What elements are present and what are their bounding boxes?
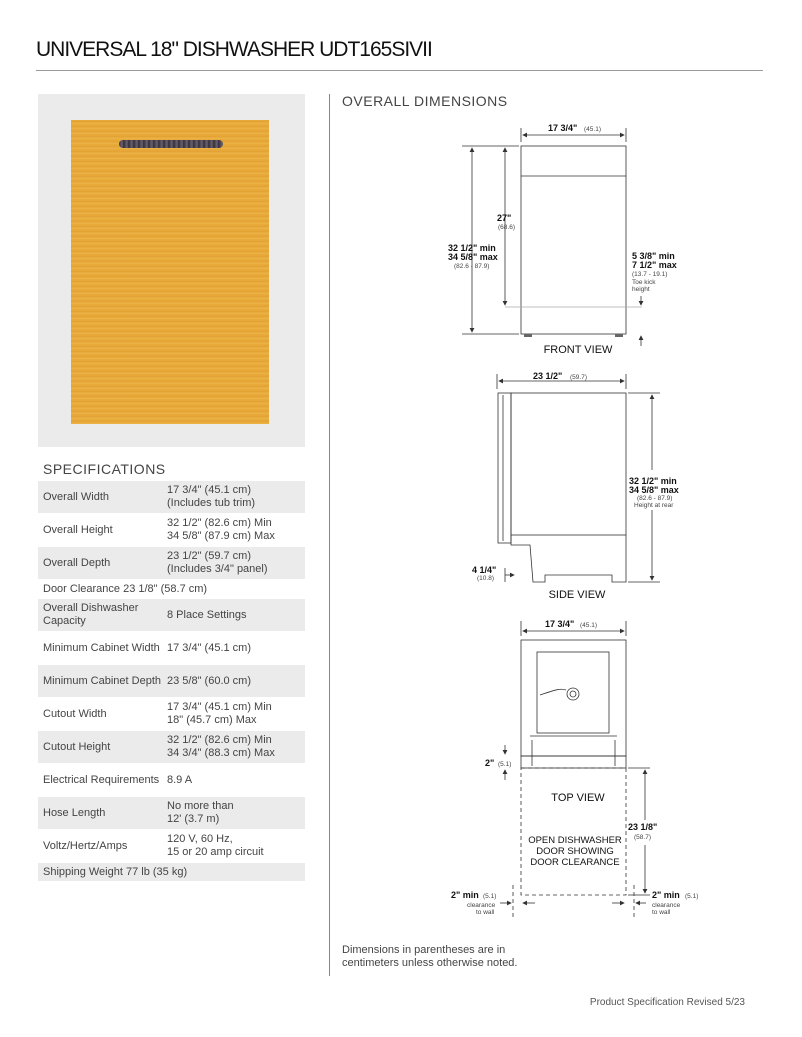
left-min: 2" min xyxy=(451,890,479,900)
front-tmin: 5 3/8" min xyxy=(632,251,675,261)
front-width-cm: (45.1) xyxy=(584,126,601,133)
right-min-cm: (5.1) xyxy=(685,893,699,900)
top-width: 17 3/4" xyxy=(545,619,575,629)
spec-label: Hose Length xyxy=(43,806,106,819)
side-depth-cm: (59.7) xyxy=(570,374,587,381)
front-tmax: 7 1/2" max xyxy=(632,260,677,270)
top-note-2: DOOR SHOWING xyxy=(536,846,614,857)
spec-label: Overall Depth xyxy=(43,556,111,569)
side-hmin: 32 1/2" min xyxy=(629,476,677,486)
spec-value: 17 3/4" (45.1 cm) (Includes tub trim) xyxy=(167,484,256,509)
top-width-cm: (45.1) xyxy=(580,622,597,629)
front-view-label: FRONT VIEW xyxy=(543,344,613,356)
front-width: 17 3/4" xyxy=(548,123,578,133)
footer-revision: Product Specification Revised 5/23 xyxy=(589,997,745,1008)
side-view xyxy=(472,371,679,601)
right-c2: to wall xyxy=(652,909,671,916)
spec-value: 8 Place Settings xyxy=(167,608,247,621)
spec-value: 17 3/4" (45.1 cm) xyxy=(167,641,251,654)
spec-label: Electrical Requirements xyxy=(43,773,160,786)
top-clearance: 23 1/8" xyxy=(628,822,658,832)
spec-label: Overall Dishwasher Capacity xyxy=(43,602,139,627)
spec-full: Shipping Weight 77 lb (35 kg) xyxy=(43,866,188,878)
spec-value: 8.9 A xyxy=(167,773,193,786)
dimensions-heading: OVERALL DIMENSIONS xyxy=(342,93,508,109)
spec-full: Door Clearance 23 1/8" (58.7 cm) xyxy=(43,583,208,595)
front-t2: height xyxy=(632,286,650,293)
spec-label: Cutout Height xyxy=(43,740,111,753)
front-27: 27" xyxy=(497,213,512,223)
left-c1: clearance xyxy=(467,902,496,909)
top-view-label: TOP VIEW xyxy=(551,792,605,804)
specs-heading: SPECIFICATIONS xyxy=(43,461,166,477)
top-clearance-cm: (58.7) xyxy=(634,834,651,841)
side-h-cm: (82.6 - 87.9) xyxy=(637,495,673,502)
side-foot-cm: (10.8) xyxy=(477,575,494,582)
top-door-cm: (5.1) xyxy=(498,761,512,768)
spec-label: Minimum Cabinet Depth xyxy=(43,674,161,687)
spec-label: Minimum Cabinet Width xyxy=(43,641,160,654)
spec-value: 17 3/4" (45.1 cm) Min 18" (45.7 cm) Max xyxy=(167,701,272,726)
side-hmax: 34 5/8" max xyxy=(629,485,679,495)
front-hmin: 32 1/2" min xyxy=(448,243,496,253)
front-h-cm: (82.6 - 87.9) xyxy=(454,263,490,270)
spec-label: Cutout Width xyxy=(43,707,107,720)
right-min: 2" min xyxy=(652,890,680,900)
top-note-1: OPEN DISHWASHER xyxy=(528,835,622,846)
page-title: UNIVERSAL 18" DISHWASHER UDT165SIVII xyxy=(36,38,432,61)
side-foot: 4 1/4" xyxy=(472,565,497,575)
front-hmax: 34 5/8" max xyxy=(448,252,498,262)
spec-value: No more than 12' (3.7 m) xyxy=(167,800,234,825)
spec-value: 32 1/2" (82.6 cm) Min 34 5/8" (87.9 cm) Max xyxy=(167,517,275,542)
spec-label: Overall Width xyxy=(43,490,110,503)
top-view xyxy=(451,619,698,920)
top-door: 2" xyxy=(485,758,495,768)
spec-label: Voltz/Hertz/Amps xyxy=(43,839,128,852)
front-27-cm: (68.6) xyxy=(498,224,515,231)
spec-value: 23 5/8" (60.0 cm) xyxy=(167,674,251,687)
spec-value: 32 1/2" (82.6 cm) Min 34 3/4" (88.3 cm) Max xyxy=(167,734,275,759)
front-t-cm: (13.7 - 19.1) xyxy=(632,271,668,278)
top-note-3: DOOR CLEARANCE xyxy=(530,857,620,868)
spec-value: 23 1/2" (59.7 cm) (Includes 3/4" panel) xyxy=(167,550,268,575)
side-view-label: SIDE VIEW xyxy=(548,589,606,601)
right-c1: clearance xyxy=(652,902,681,909)
front-view xyxy=(448,123,677,356)
front-t1: Toe kick xyxy=(632,279,656,286)
left-min-cm: (5.1) xyxy=(483,893,497,900)
dimension-note: Dimensions in parentheses are in centimeters unless otherwise noted. xyxy=(342,944,518,969)
side-h-note: Height at rear xyxy=(634,502,674,509)
spec-label: Overall Height xyxy=(43,523,113,536)
side-depth: 23 1/2" xyxy=(533,371,563,381)
spec-value: 120 V, 60 Hz, 15 or 20 amp circuit xyxy=(167,833,264,858)
left-c2: to wall xyxy=(476,909,495,916)
